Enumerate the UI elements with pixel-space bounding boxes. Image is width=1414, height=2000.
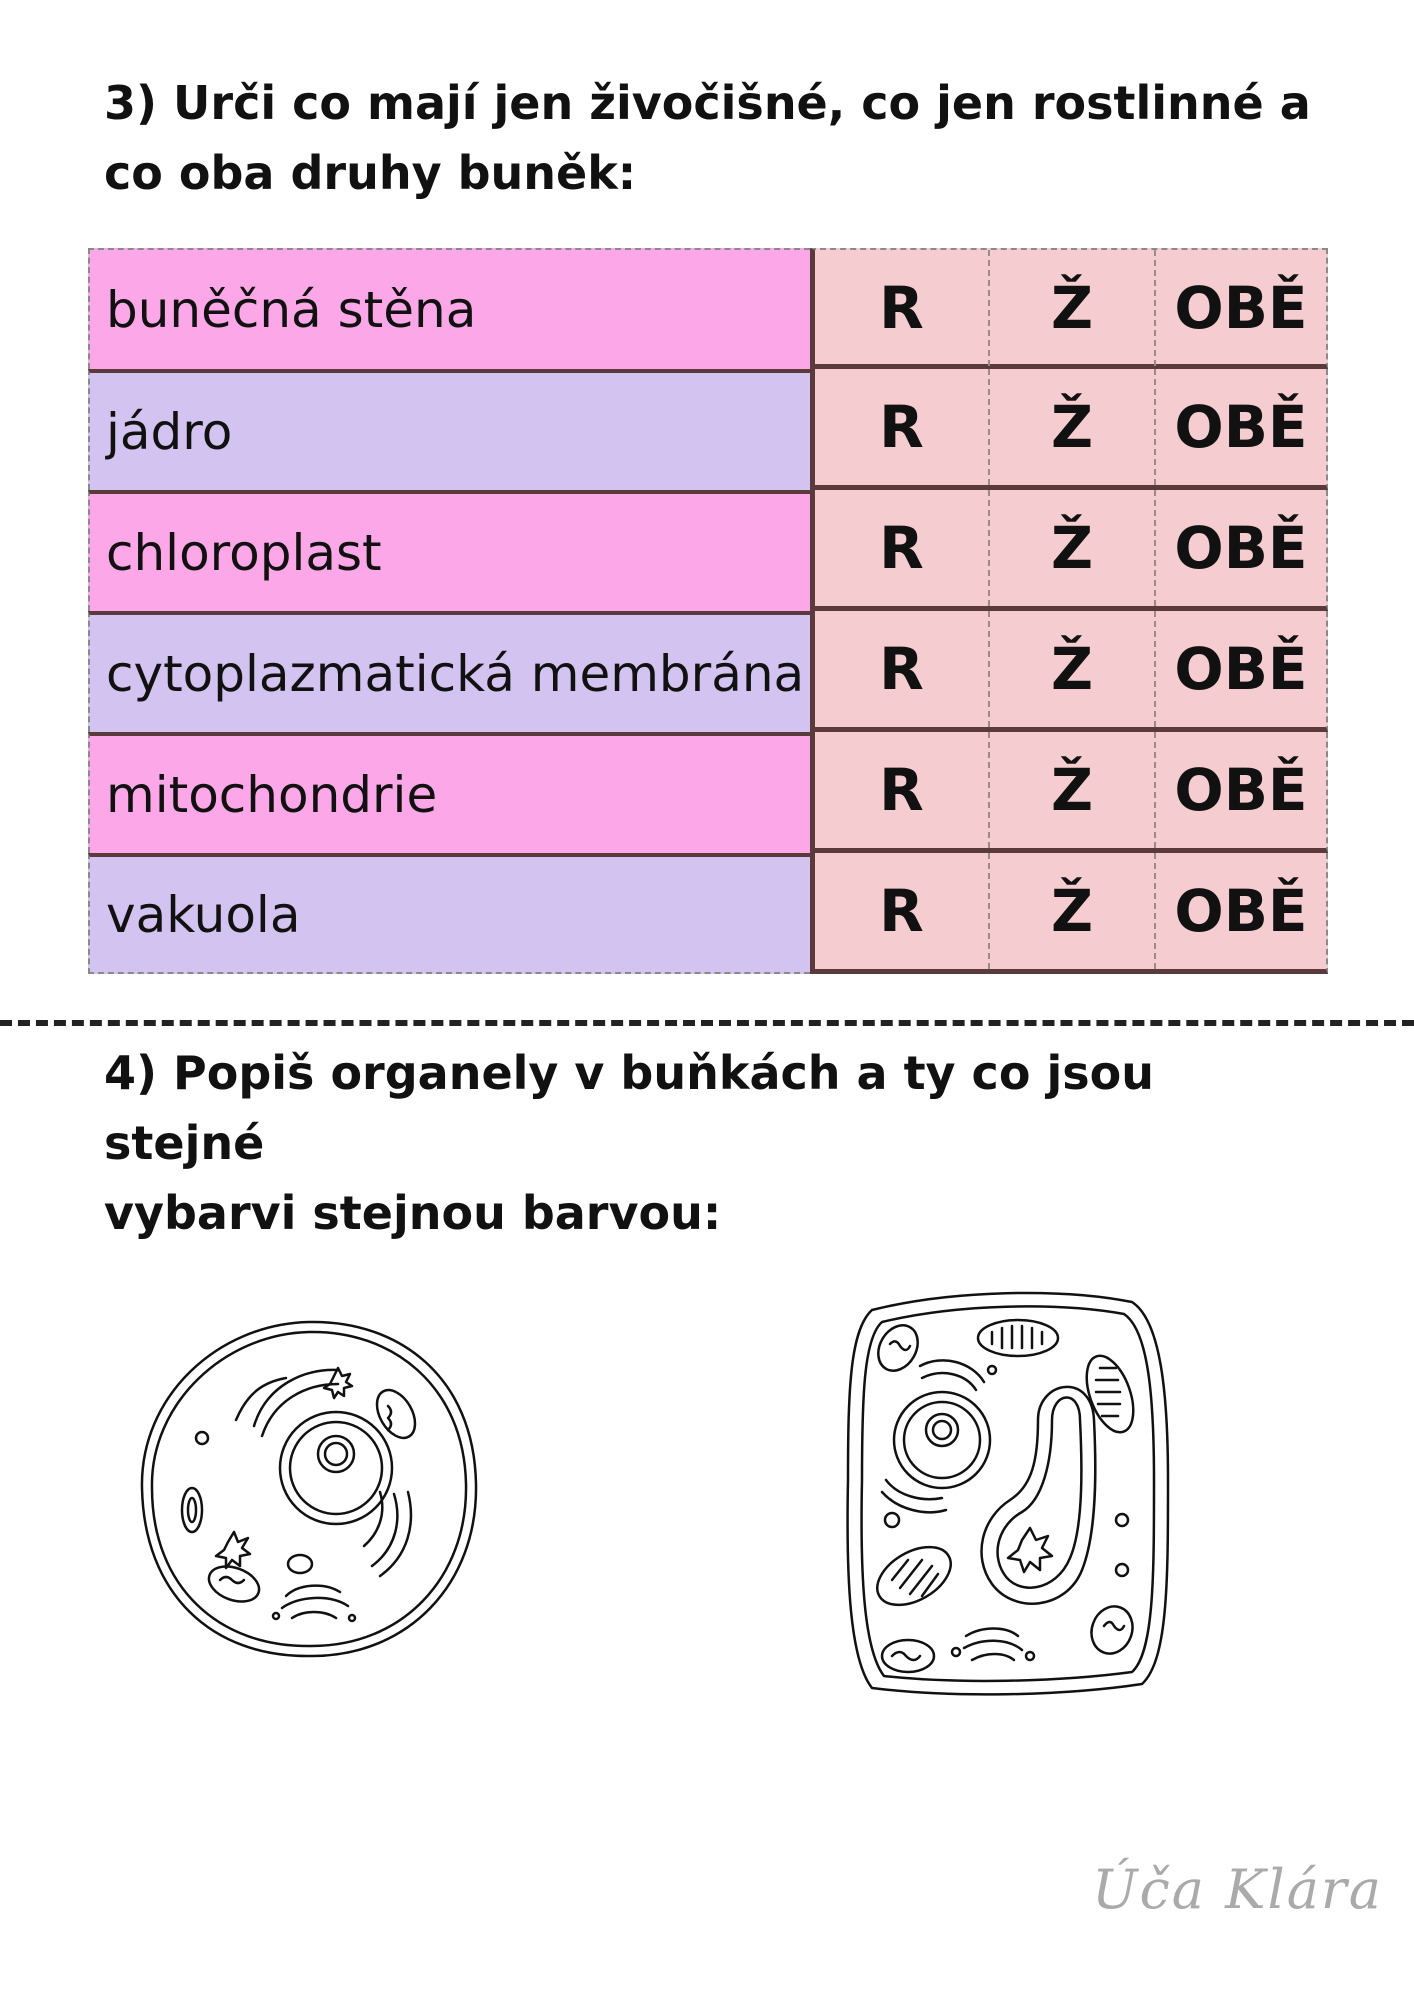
choice-plant[interactable]: R xyxy=(815,611,990,727)
choice-group xyxy=(810,732,1328,853)
choice-animal[interactable]: Ž xyxy=(990,490,1156,606)
choice-group xyxy=(810,369,1328,490)
choice-group xyxy=(810,611,1328,732)
cut-line-separator xyxy=(0,1020,1414,1026)
choice-group xyxy=(810,490,1328,611)
organelle-label: chloroplast xyxy=(88,490,810,611)
table-row xyxy=(88,369,1328,490)
choice-both[interactable]: OBĚ xyxy=(1174,635,1308,703)
task3-title xyxy=(104,68,1324,208)
choice-both[interactable]: OBĚ xyxy=(1174,393,1308,461)
choice-animal[interactable]: Ž xyxy=(990,250,1156,366)
choice-plant[interactable]: R xyxy=(815,732,990,848)
organelle-label: cytoplazmatická membrána xyxy=(88,611,810,732)
task4-title-line2: vybarvi stejnou barvou: xyxy=(104,1186,722,1240)
choice-animal[interactable]: Ž xyxy=(990,369,1156,485)
organelle-label: jádro xyxy=(88,369,810,490)
animal-cell-drawing xyxy=(136,1316,482,1662)
classification-table xyxy=(88,248,1328,974)
choice-group xyxy=(810,853,1328,974)
organelle-label: mitochondrie xyxy=(88,732,810,853)
choice-plant[interactable]: R xyxy=(815,490,990,606)
choice-animal[interactable]: Ž xyxy=(990,732,1156,848)
choice-group xyxy=(810,248,1328,369)
task4-title-line1: 4) Popiš organely v buňkách a ty co jsou stejné xyxy=(104,1046,1154,1170)
choice-both[interactable]: OBĚ xyxy=(1174,514,1308,582)
choice-both[interactable]: OBĚ xyxy=(1174,877,1308,945)
table-row xyxy=(88,732,1328,853)
table-row xyxy=(88,611,1328,732)
choice-plant[interactable]: R xyxy=(815,853,990,969)
task3-title-line2: co oba druhy buněk: xyxy=(104,146,637,200)
task3-title-line1: 3) Urči co mají jen živočišné, co jen rostlinné a xyxy=(104,76,1311,130)
choice-plant[interactable]: R xyxy=(815,250,990,366)
organelle-label: buněčná stěna xyxy=(88,248,810,369)
author-signature: Úča Klára xyxy=(1092,1858,1383,1921)
choice-animal[interactable]: Ž xyxy=(990,611,1156,727)
table-row xyxy=(88,490,1328,611)
organelle-label: vakuola xyxy=(88,853,810,974)
choice-animal[interactable]: Ž xyxy=(990,853,1156,969)
plant-cell-drawing xyxy=(842,1280,1174,1700)
task4-title xyxy=(104,1038,1324,1248)
table-row xyxy=(88,248,1328,369)
choice-plant[interactable]: R xyxy=(815,369,990,485)
table-row xyxy=(88,853,1328,974)
choice-both[interactable]: OBĚ xyxy=(1174,756,1308,824)
choice-both[interactable]: OBĚ xyxy=(1174,274,1308,342)
